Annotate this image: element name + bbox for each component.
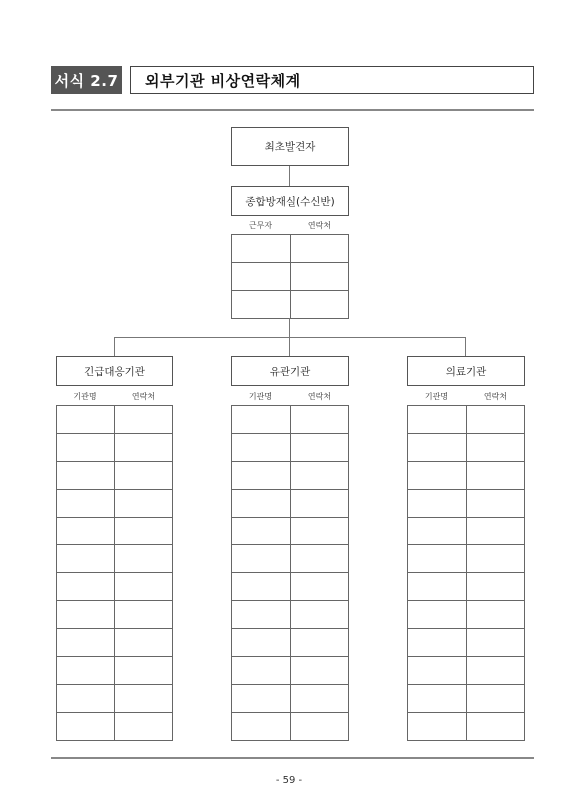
table-cell[interactable]	[115, 573, 173, 601]
table-cell[interactable]	[57, 684, 115, 712]
table-row	[408, 461, 525, 489]
connector-branch-2	[289, 337, 290, 356]
table-cell[interactable]	[408, 461, 467, 489]
table-cell[interactable]	[57, 517, 115, 545]
branch2-col-header-contact: 연락처	[307, 392, 332, 401]
table-cell[interactable]	[232, 235, 291, 263]
table-cell[interactable]	[232, 712, 291, 740]
table-cell[interactable]	[57, 433, 115, 461]
bottom-divider	[51, 757, 534, 759]
table-row	[57, 629, 173, 657]
table-cell[interactable]	[290, 263, 349, 291]
branch3-contact-table	[407, 405, 525, 741]
table-cell[interactable]	[408, 657, 467, 685]
table-cell[interactable]	[290, 712, 349, 740]
table-cell[interactable]	[115, 684, 173, 712]
table-row	[408, 517, 525, 545]
table-cell[interactable]	[408, 545, 467, 573]
table-cell[interactable]	[466, 573, 525, 601]
table-row	[232, 629, 349, 657]
table-row	[57, 461, 173, 489]
table-cell[interactable]	[408, 684, 467, 712]
table-cell[interactable]	[115, 629, 173, 657]
table-cell[interactable]	[408, 433, 467, 461]
table-cell[interactable]	[408, 629, 467, 657]
table-cell[interactable]	[408, 712, 467, 740]
table-cell[interactable]	[408, 573, 467, 601]
table-row	[57, 712, 173, 740]
table-cell[interactable]	[290, 461, 349, 489]
table-row	[408, 657, 525, 685]
connector-hub-down	[289, 318, 290, 337]
connector-horizontal	[114, 337, 466, 338]
table-cell[interactable]	[57, 461, 115, 489]
table-cell[interactable]	[466, 629, 525, 657]
table-cell[interactable]	[290, 406, 349, 434]
table-row	[232, 573, 349, 601]
table-cell[interactable]	[232, 517, 291, 545]
table-row	[232, 489, 349, 517]
table-row	[57, 684, 173, 712]
node-emergency-response: 긴급대응기관	[56, 356, 173, 386]
table-cell[interactable]	[57, 489, 115, 517]
table-cell[interactable]	[290, 601, 349, 629]
table-cell[interactable]	[57, 573, 115, 601]
table-cell[interactable]	[408, 601, 467, 629]
table-cell[interactable]	[466, 712, 525, 740]
table-row	[57, 657, 173, 685]
table-cell[interactable]	[115, 712, 173, 740]
table-cell[interactable]	[232, 406, 291, 434]
table-row	[57, 433, 173, 461]
table-row	[232, 684, 349, 712]
table-cell[interactable]	[290, 517, 349, 545]
table-cell[interactable]	[232, 263, 291, 291]
table-cell[interactable]	[466, 489, 525, 517]
table-cell[interactable]	[232, 291, 291, 319]
branch1-col-header-contact: 연락처	[131, 392, 156, 401]
hub-col-header-contact: 연락처	[307, 221, 332, 230]
branch1-col-header-name: 기관명	[73, 392, 97, 401]
table-cell[interactable]	[232, 573, 291, 601]
branch3-col-header-name: 기관명	[424, 392, 449, 401]
table-cell[interactable]	[466, 684, 525, 712]
table-cell[interactable]	[57, 601, 115, 629]
table-row	[232, 712, 349, 740]
table-cell[interactable]	[408, 406, 467, 434]
table-cell[interactable]	[232, 489, 291, 517]
table-cell[interactable]	[290, 573, 349, 601]
table-row	[408, 712, 525, 740]
page-title: 외부기관 비상연락체계	[130, 66, 534, 94]
table-row	[232, 517, 349, 545]
table-row	[408, 489, 525, 517]
table-cell[interactable]	[466, 601, 525, 629]
table-row	[408, 573, 525, 601]
table-row	[232, 235, 349, 263]
node-control-room: 종합방재실(수신반)	[231, 186, 349, 216]
table-row	[232, 433, 349, 461]
table-cell[interactable]	[290, 684, 349, 712]
node-related-agency: 유관기관	[231, 356, 349, 386]
table-cell[interactable]	[232, 433, 291, 461]
table-cell[interactable]	[408, 489, 467, 517]
table-cell[interactable]	[115, 517, 173, 545]
table-cell[interactable]	[290, 291, 349, 319]
table-row	[232, 657, 349, 685]
connector-root-hub	[289, 166, 290, 186]
branch1-contact-table	[56, 405, 173, 741]
table-row	[57, 489, 173, 517]
table-cell[interactable]	[290, 629, 349, 657]
table-cell[interactable]	[115, 657, 173, 685]
table-cell[interactable]	[57, 657, 115, 685]
table-row	[57, 406, 173, 434]
table-row	[232, 263, 349, 291]
branch2-col-header-name: 기관명	[248, 392, 273, 401]
table-row	[57, 545, 173, 573]
table-cell[interactable]	[290, 545, 349, 573]
form-number-badge: 서식 2.7	[51, 66, 122, 94]
table-cell[interactable]	[232, 601, 291, 629]
table-cell[interactable]	[232, 629, 291, 657]
table-cell[interactable]	[466, 545, 525, 573]
table-row	[408, 545, 525, 573]
table-cell[interactable]	[232, 461, 291, 489]
table-cell[interactable]	[466, 406, 525, 434]
table-cell[interactable]	[115, 489, 173, 517]
table-cell[interactable]	[466, 657, 525, 685]
table-cell[interactable]	[232, 657, 291, 685]
table-row	[232, 601, 349, 629]
table-cell[interactable]	[115, 545, 173, 573]
table-row	[408, 601, 525, 629]
page-number: - 59 -	[275, 775, 303, 786]
table-cell[interactable]	[466, 461, 525, 489]
table-cell[interactable]	[115, 406, 173, 434]
table-row	[232, 545, 349, 573]
table-cell[interactable]	[57, 545, 115, 573]
table-cell[interactable]	[115, 433, 173, 461]
table-cell[interactable]	[57, 712, 115, 740]
table-cell[interactable]	[57, 629, 115, 657]
table-cell[interactable]	[290, 657, 349, 685]
node-first-discoverer: 최초발견자	[231, 127, 349, 166]
table-cell[interactable]	[290, 489, 349, 517]
table-row	[232, 461, 349, 489]
node-medical-institution: 의료기관	[407, 356, 525, 386]
hub-contact-table	[231, 234, 349, 319]
table-cell[interactable]	[408, 517, 467, 545]
table-row	[408, 406, 525, 434]
table-cell[interactable]	[232, 545, 291, 573]
table-row	[408, 684, 525, 712]
hub-col-header-worker: 근무자	[248, 221, 273, 230]
table-row	[232, 406, 349, 434]
table-cell[interactable]	[232, 684, 291, 712]
top-divider	[51, 109, 534, 111]
branch2-contact-table	[231, 405, 349, 741]
table-cell[interactable]	[290, 433, 349, 461]
branch3-col-header-contact: 연락처	[483, 392, 508, 401]
table-cell[interactable]	[115, 601, 173, 629]
table-cell[interactable]	[466, 517, 525, 545]
table-row	[408, 629, 525, 657]
table-cell[interactable]	[466, 433, 525, 461]
table-row	[408, 433, 525, 461]
table-row	[57, 601, 173, 629]
connector-branch-3	[465, 337, 466, 356]
table-row	[57, 573, 173, 601]
table-cell[interactable]	[290, 235, 349, 263]
table-cell[interactable]	[57, 406, 115, 434]
table-row	[232, 291, 349, 319]
table-cell[interactable]	[115, 461, 173, 489]
connector-branch-1	[114, 337, 115, 356]
table-row	[57, 517, 173, 545]
